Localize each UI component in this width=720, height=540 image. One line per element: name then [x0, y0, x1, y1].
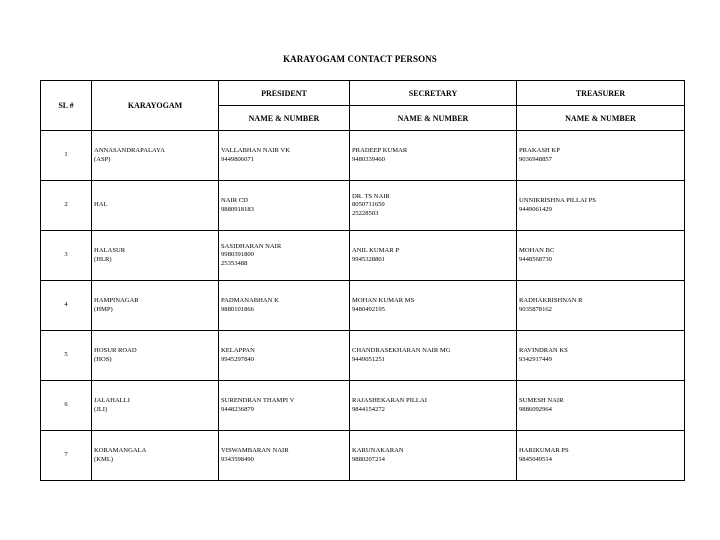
karayogam-cell [92, 131, 219, 181]
karayogam-cell [92, 431, 219, 481]
treasurer-line: 9342917449 [519, 355, 552, 363]
secretary-line: PRADEEP KUMAR [352, 147, 408, 155]
karayogam-line: HOSUR ROAD [94, 347, 137, 355]
president-line: NAIR CD [221, 197, 248, 205]
president-cell [219, 181, 350, 231]
secretary-line: 8050711650 [352, 201, 385, 209]
table-body [41, 131, 685, 481]
secretary-line: 9480492195 [352, 305, 385, 313]
karayogam-cell [92, 231, 219, 281]
header-row-roles [41, 81, 685, 106]
president-line: SASIDHARAN NAIR [221, 242, 282, 250]
secretary-line: 9844154272 [352, 405, 385, 413]
table-row [41, 281, 685, 331]
secretary-line: CHANDRASEKHARAN NAIR MG [352, 347, 451, 355]
treasurer-line: UNNIKRISHNA PILLAI PS [519, 197, 596, 205]
karayogam-line: ANNASANDRAPALAYA [94, 147, 165, 155]
sl-number-cell: 2 [41, 181, 92, 231]
karayogam-line: (ASP) [94, 155, 111, 163]
treasurer-line: RADHAKRISHNAN R [519, 297, 583, 305]
karayogam-line: (JLI) [94, 405, 108, 413]
treasurer-cell [517, 181, 685, 231]
treasurer-line: 9448568730 [519, 255, 552, 263]
table-header [41, 81, 685, 131]
president-cell [219, 381, 350, 431]
sl-number-cell: 7 [41, 431, 92, 481]
president-line: 9449806071 [221, 155, 254, 163]
karayogam-line: HAL [94, 201, 108, 209]
karayogam-line: (HMP) [94, 305, 113, 313]
secretary-cell [350, 131, 517, 181]
karayogam-line: HAMPINAGAR [94, 297, 139, 305]
secretary-line: DR. TS NAIR [352, 192, 390, 200]
table-row [41, 431, 685, 481]
secretary-line: 9480339460 [352, 155, 385, 163]
header-president-name-number: NAME & NUMBER [219, 106, 350, 131]
president-line: 9980391800 [221, 251, 254, 259]
table-row [41, 331, 685, 381]
header-secretary-name-number: NAME & NUMBER [350, 106, 517, 131]
treasurer-cell [517, 331, 685, 381]
secretary-cell [350, 381, 517, 431]
president-line: KELAPPAN [221, 347, 255, 355]
president-line: 9448236879 [221, 405, 254, 413]
president-cell [219, 281, 350, 331]
karayogam-cell [92, 331, 219, 381]
table-row [41, 181, 685, 231]
secretary-line: 9945328801 [352, 255, 385, 263]
karayogam-cell [92, 281, 219, 331]
karayogam-line: HALASUR [94, 247, 126, 255]
karayogam-line: JALAHALLI [94, 397, 130, 405]
karayogam-cell [92, 181, 219, 231]
treasurer-line: 9036948857 [519, 155, 552, 163]
secretary-line: RAJASHEKARAN PILLAI [352, 397, 427, 405]
president-line: SURENDRAN THAMPI V [221, 397, 295, 405]
secretary-line: 9449051251 [352, 355, 385, 363]
header-treasurer-name-number: NAME & NUMBER [517, 106, 685, 131]
president-line: 9343598490 [221, 455, 254, 463]
treasurer-line: SUMESH NAIR [519, 397, 564, 405]
secretary-cell [350, 331, 517, 381]
secretary-cell [350, 181, 517, 231]
president-line: VALLABHAN NAIR VK [221, 147, 290, 155]
sl-number-cell: 5 [41, 331, 92, 381]
president-line: 9945297840 [221, 355, 254, 363]
header-karayogam: KARAYOGAM [92, 81, 219, 131]
treasurer-line: 9449061429 [519, 205, 552, 213]
treasurer-cell [517, 381, 685, 431]
karayogam-line: KORAMANGALA [94, 447, 147, 455]
sl-number-cell: 3 [41, 231, 92, 281]
president-line: VISWAMBARAN NAIR [221, 447, 289, 455]
secretary-line: ANIL KUMAR P [352, 247, 400, 255]
table-row [41, 381, 685, 431]
treasurer-line: MOHAN BC [519, 247, 555, 255]
header-treasurer: TREASURER [517, 81, 685, 106]
secretary-line: 25228503 [352, 209, 379, 217]
table-row [41, 231, 685, 281]
treasurer-cell [517, 431, 685, 481]
treasurer-line: RAVINDRAN KS [519, 347, 568, 355]
karayogam-line: (HOS) [94, 355, 112, 363]
treasurer-line: 9845049514 [519, 455, 552, 463]
secretary-cell [350, 231, 517, 281]
contacts-table [40, 80, 685, 481]
president-cell [219, 231, 350, 281]
treasurer-line: 9886092964 [519, 405, 552, 413]
treasurer-line: PRAKASH KP [519, 147, 560, 155]
table-row [41, 131, 685, 181]
secretary-line: MOHAN KUMAR MS [352, 297, 415, 305]
secretary-line: 9880207214 [352, 455, 385, 463]
header-president: PRESIDENT [219, 81, 350, 106]
karayogam-line: (KML) [94, 455, 114, 463]
header-sl: SL # [41, 81, 92, 131]
president-line: 9880918183 [221, 205, 254, 213]
secretary-line: KARUNAKARAN [352, 447, 404, 455]
treasurer-cell [517, 281, 685, 331]
secretary-cell [350, 431, 517, 481]
treasurer-cell [517, 231, 685, 281]
karayogam-cell [92, 381, 219, 431]
page-title: KARAYOGAM CONTACT PERSONS [283, 54, 437, 64]
header-secretary: SECRETARY [350, 81, 517, 106]
president-line: 25353488 [221, 259, 248, 267]
sl-number-cell: 1 [41, 131, 92, 181]
president-cell [219, 431, 350, 481]
karayogam-line: (HLR) [94, 255, 112, 263]
president-cell [219, 131, 350, 181]
secretary-cell [350, 281, 517, 331]
treasurer-cell [517, 131, 685, 181]
president-line: 9880101866 [221, 305, 254, 313]
treasurer-line: HARIKUMAR PS [519, 447, 569, 455]
treasurer-line: 9035878162 [519, 305, 552, 313]
president-cell [219, 331, 350, 381]
sl-number-cell: 4 [41, 281, 92, 331]
sl-number-cell: 6 [41, 381, 92, 431]
president-line: PADMANABHAN K [221, 297, 279, 305]
